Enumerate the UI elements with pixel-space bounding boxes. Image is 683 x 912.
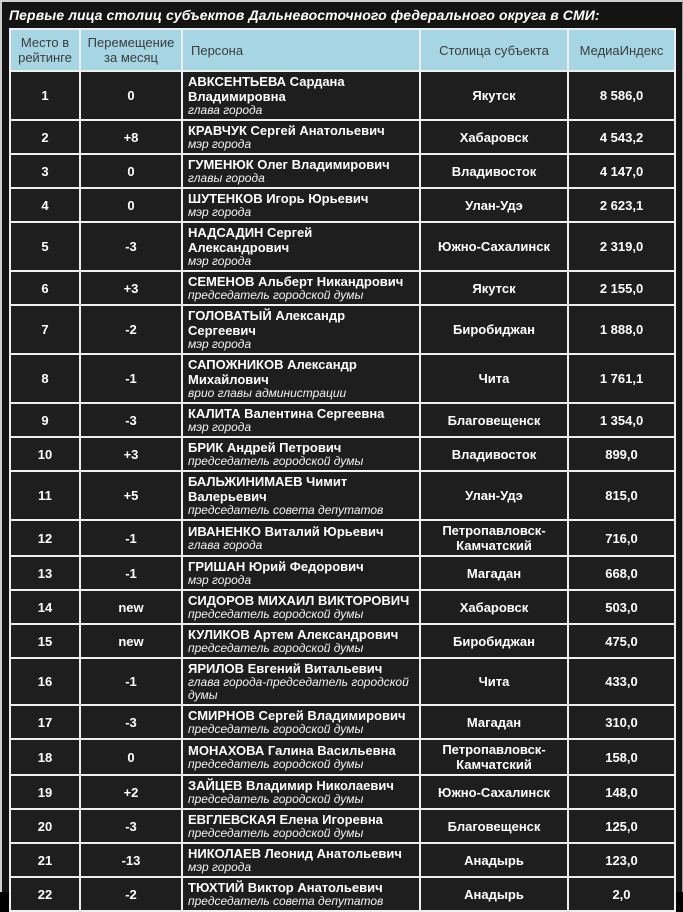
persona-role: мэр города <box>188 860 252 874</box>
cell-capital-city: Владивосток <box>420 437 568 471</box>
cell-month-change: -1 <box>80 556 182 590</box>
cell-capital-city: Благовещенск <box>420 403 568 437</box>
cell-rank-place: 15 <box>10 624 80 658</box>
cell-rank-place: 11 <box>10 471 80 520</box>
persona-name: ИВАНЕНКО Виталий Юрьевич <box>188 524 384 539</box>
cell-rank-place: 16 <box>10 658 80 705</box>
cell-capital-city: Якутск <box>420 71 568 120</box>
cell-media-index: 4 147,0 <box>568 154 675 188</box>
table-row <box>10 705 675 739</box>
cell-capital-city: Анадырь <box>420 877 568 911</box>
cell-persona <box>182 271 420 305</box>
persona-role: председатель городской думы <box>188 607 364 621</box>
cell-rank-place: 19 <box>10 775 80 809</box>
cell-media-index: 1 354,0 <box>568 403 675 437</box>
persona-name: КАЛИТА Валентина Сергеевна <box>188 406 385 421</box>
cell-media-index: 716,0 <box>568 520 675 556</box>
cell-persona <box>182 775 420 809</box>
column-header: Персона <box>182 29 420 71</box>
cell-capital-city: Биробиджан <box>420 305 568 354</box>
cell-persona <box>182 520 420 556</box>
cell-media-index: 123,0 <box>568 843 675 877</box>
cell-month-change: -1 <box>80 354 182 403</box>
cell-media-index: 2 319,0 <box>568 222 675 271</box>
cell-persona <box>182 590 420 624</box>
cell-month-change: -3 <box>80 222 182 271</box>
table-row <box>10 354 675 403</box>
cell-rank-place: 22 <box>10 877 80 911</box>
persona-name: НАДСАДИН Сергей Александрович <box>188 225 313 255</box>
cell-persona <box>182 154 420 188</box>
cell-rank-place: 20 <box>10 809 80 843</box>
cell-persona <box>182 437 420 471</box>
cell-capital-city: Хабаровск <box>420 590 568 624</box>
cell-month-change: -1 <box>80 658 182 705</box>
table-row <box>10 403 675 437</box>
cell-media-index: 148,0 <box>568 775 675 809</box>
cell-month-change: 0 <box>80 71 182 120</box>
persona-name: СЕМЕНОВ Альберт Никандрович <box>188 274 404 289</box>
table-row <box>10 305 675 354</box>
cell-persona <box>182 305 420 354</box>
persona-role: председатель городской думы <box>188 826 364 840</box>
persona-name: ЯРИЛОВ Евгений Витальевич <box>188 661 383 676</box>
persona-role: глава города <box>188 538 263 552</box>
cell-persona <box>182 877 420 911</box>
persona-name: КРАВЧУК Сергей Анатольевич <box>188 123 385 138</box>
cell-month-change: -3 <box>80 705 182 739</box>
cell-rank-place: 5 <box>10 222 80 271</box>
persona-role: председатель совета депутатов <box>188 503 384 517</box>
persona-name: АВКСЕНТЬЕВА Сардана Владимировна <box>188 74 345 104</box>
cell-capital-city: Биробиджан <box>420 624 568 658</box>
table-row <box>10 590 675 624</box>
page-title: Первые лица столиц субъектов Дальневосточного федерального округа в СМИ: <box>9 7 600 23</box>
persona-name: ГРИШАН Юрий Федорович <box>188 559 364 574</box>
table-row <box>10 271 675 305</box>
table-row <box>10 71 675 120</box>
cell-month-change: -13 <box>80 843 182 877</box>
cell-media-index: 1 761,1 <box>568 354 675 403</box>
cell-rank-place: 6 <box>10 271 80 305</box>
cell-media-index: 310,0 <box>568 705 675 739</box>
cell-media-index: 1 888,0 <box>568 305 675 354</box>
cell-media-index: 2 623,1 <box>568 188 675 222</box>
persona-role: глава города <box>188 103 263 117</box>
cell-month-change: -2 <box>80 305 182 354</box>
cell-capital-city: Петропавловск-Камчатский <box>420 739 568 775</box>
persona-name: ГУМЕНЮК Олег Владимирович <box>188 157 390 172</box>
persona-role: мэр города <box>188 420 252 434</box>
persona-role: председатель городской думы <box>188 641 364 655</box>
persona-name: БАЛЬЖИНИМАЕВ Чимит Валерьевич <box>188 474 348 504</box>
cell-persona <box>182 624 420 658</box>
cell-persona <box>182 843 420 877</box>
persona-role: мэр города <box>188 205 252 219</box>
persona-role: мэр города <box>188 137 252 151</box>
persona-name: КУЛИКОВ Артем Александрович <box>188 627 399 642</box>
cell-persona <box>182 354 420 403</box>
cell-month-change: +8 <box>80 120 182 154</box>
cell-capital-city: Хабаровск <box>420 120 568 154</box>
column-header: МедиаИндекс <box>568 29 675 71</box>
cell-month-change: +3 <box>80 437 182 471</box>
cell-media-index: 158,0 <box>568 739 675 775</box>
table-row <box>10 775 675 809</box>
cell-month-change: new <box>80 590 182 624</box>
table-row <box>10 120 675 154</box>
cell-capital-city: Магадан <box>420 705 568 739</box>
cell-rank-place: 2 <box>10 120 80 154</box>
table-header-row <box>10 29 675 71</box>
cell-month-change: 0 <box>80 188 182 222</box>
cell-persona <box>182 188 420 222</box>
cell-month-change: -2 <box>80 877 182 911</box>
cell-month-change: +5 <box>80 471 182 520</box>
persona-name: ТЮХТИЙ Виктор Анатольевич <box>188 880 383 895</box>
persona-name: ЗАЙЦЕВ Владимир Николаевич <box>188 778 394 793</box>
persona-role: мэр города <box>188 337 252 351</box>
cell-capital-city: Чита <box>420 658 568 705</box>
persona-name: ШУТЕНКОВ Игорь Юрьевич <box>188 191 369 206</box>
cell-media-index: 125,0 <box>568 809 675 843</box>
cell-media-index: 2,0 <box>568 877 675 911</box>
cell-persona <box>182 71 420 120</box>
table-body <box>10 71 675 911</box>
table-row <box>10 877 675 911</box>
persona-name: СИДОРОВ МИХАИЛ ВИКТОРОВИЧ <box>188 593 410 608</box>
cell-media-index: 503,0 <box>568 590 675 624</box>
table-row <box>10 809 675 843</box>
cell-rank-place: 21 <box>10 843 80 877</box>
column-header: Перемещение за месяц <box>80 29 182 71</box>
table-row <box>10 471 675 520</box>
cell-capital-city: Чита <box>420 354 568 403</box>
cell-rank-place: 3 <box>10 154 80 188</box>
table-row <box>10 520 675 556</box>
persona-role: председатель городской думы <box>188 288 364 302</box>
cell-media-index: 8 586,0 <box>568 71 675 120</box>
table-row <box>10 437 675 471</box>
table-row <box>10 658 675 705</box>
persona-role: врио главы администрации <box>188 386 347 400</box>
cell-rank-place: 12 <box>10 520 80 556</box>
cell-month-change: new <box>80 624 182 658</box>
table-row <box>10 154 675 188</box>
table-row <box>10 739 675 775</box>
cell-rank-place: 8 <box>10 354 80 403</box>
ranking-table <box>9 28 676 912</box>
cell-media-index: 433,0 <box>568 658 675 705</box>
persona-role: председатель городской думы <box>188 722 364 736</box>
cell-rank-place: 14 <box>10 590 80 624</box>
cell-media-index: 4 543,2 <box>568 120 675 154</box>
cell-persona <box>182 705 420 739</box>
column-header: Место в рейтинге <box>10 29 80 71</box>
persona-role: глава города-председатель городской думы <box>188 675 409 702</box>
column-header: Столица субъекта <box>420 29 568 71</box>
cell-persona <box>182 120 420 154</box>
cell-capital-city: Петропавловск-Камчатский <box>420 520 568 556</box>
table-row <box>10 624 675 658</box>
persona-name: САПОЖНИКОВ Александр Михайлович <box>188 357 357 387</box>
cell-capital-city: Южно-Сахалинск <box>420 775 568 809</box>
cell-capital-city: Благовещенск <box>420 809 568 843</box>
cell-month-change: -3 <box>80 403 182 437</box>
persona-role: председатель совета депутатов <box>188 894 384 908</box>
cell-persona <box>182 222 420 271</box>
cell-rank-place: 4 <box>10 188 80 222</box>
cell-persona <box>182 809 420 843</box>
persona-name: БРИК Андрей Петрович <box>188 440 342 455</box>
persona-role: председатель городской думы <box>188 792 364 806</box>
cell-month-change: -1 <box>80 520 182 556</box>
persona-role: главы города <box>188 171 265 185</box>
cell-month-change: +2 <box>80 775 182 809</box>
persona-role: мэр города <box>188 573 252 587</box>
cell-rank-place: 9 <box>10 403 80 437</box>
persona-name: ЕВГЛЕВСКАЯ Елена Игоревна <box>188 812 383 827</box>
table-row <box>10 188 675 222</box>
cell-month-change: -3 <box>80 809 182 843</box>
persona-name: СМИРНОВ Сергей Владимирович <box>188 708 406 723</box>
cell-media-index: 2 155,0 <box>568 271 675 305</box>
persona-role: мэр города <box>188 254 252 268</box>
cell-persona <box>182 658 420 705</box>
table-row <box>10 556 675 590</box>
cell-rank-place: 13 <box>10 556 80 590</box>
cell-media-index: 899,0 <box>568 437 675 471</box>
cell-capital-city: Магадан <box>420 556 568 590</box>
cell-persona <box>182 471 420 520</box>
cell-capital-city: Южно-Сахалинск <box>420 222 568 271</box>
persona-role: председатель городской думы <box>188 454 364 468</box>
cell-persona <box>182 739 420 775</box>
persona-name: ГОЛОВАТЫЙ Александр Сергеевич <box>188 308 346 338</box>
table-row <box>10 222 675 271</box>
persona-name: МОНАХОВА Галина Васильевна <box>188 743 396 758</box>
cell-capital-city: Улан-Удэ <box>420 188 568 222</box>
cell-persona <box>182 556 420 590</box>
cell-rank-place: 17 <box>10 705 80 739</box>
cell-month-change: +3 <box>80 271 182 305</box>
cell-capital-city: Владивосток <box>420 154 568 188</box>
cell-persona <box>182 403 420 437</box>
cell-capital-city: Якутск <box>420 271 568 305</box>
cell-capital-city: Анадырь <box>420 843 568 877</box>
cell-rank-place: 18 <box>10 739 80 775</box>
cell-rank-place: 1 <box>10 71 80 120</box>
cell-capital-city: Улан-Удэ <box>420 471 568 520</box>
cell-media-index: 475,0 <box>568 624 675 658</box>
cell-rank-place: 10 <box>10 437 80 471</box>
persona-name: НИКОЛАЕВ Леонид Анатольевич <box>188 846 402 861</box>
cell-rank-place: 7 <box>10 305 80 354</box>
table-row <box>10 843 675 877</box>
cell-media-index: 668,0 <box>568 556 675 590</box>
cell-media-index: 815,0 <box>568 471 675 520</box>
persona-role: председатель городской думы <box>188 757 364 771</box>
cell-month-change: 0 <box>80 154 182 188</box>
cell-month-change: 0 <box>80 739 182 775</box>
